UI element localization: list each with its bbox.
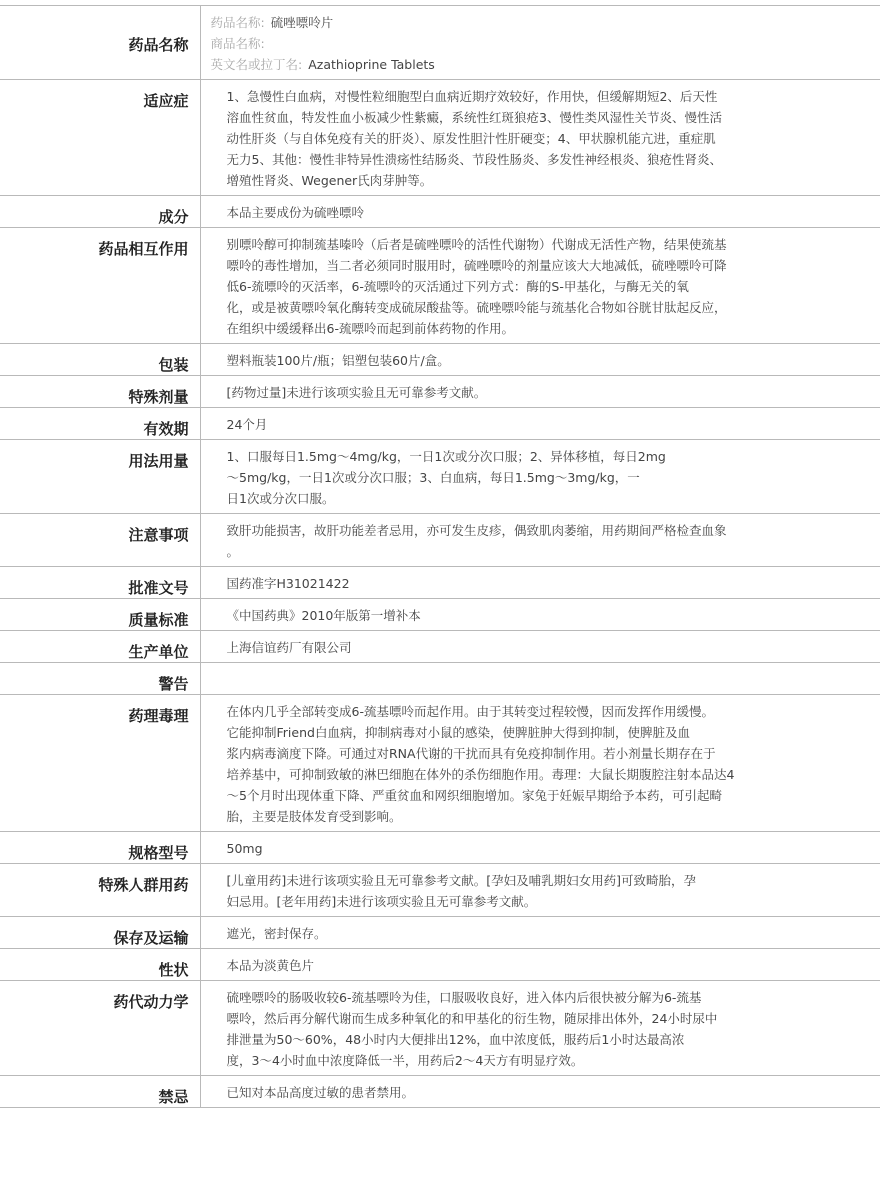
- row-label: 药品名称: [0, 6, 200, 80]
- row-value: 硫唑嘌呤的肠吸收较6-巯基嘌呤为佳，口服吸收良好，进入体内后很快被分解为6-巯基 嘌呤，然后再分解代谢而生成多种氧化的和甲基化的衍生物，随尿排出体外，24小时尿中 排泄量为50～60%，48小时内大便排出12%，血中浓度低，服药后1小时达最高浓 度，3～4小时血中浓度降低一半，用药后2～4天方有明显疗效。: [200, 981, 880, 1076]
- row-value: 1、急慢性白血病，对慢性粒细胞型白血病近期疗效较好，作用快，但缓解期短2、后天性 溶血性贫血，特发性血小板减少性紫癜，系统性红斑狼疮3、慢性类风湿性关节炎、慢性活 动性肝炎（与自体免疫有关的肝炎）、原发性胆汁性肝硬变；4、甲状腺机能亢进，重症肌 无力5、其他：慢性非特异性溃疡性结肠炎、节段性肠炎、多发性神经根炎、狼疮性肾炎、 增殖性肾炎、Wegener氏肉芽肿等。: [200, 80, 880, 196]
- row-value: 遮光，密封保存。: [200, 917, 880, 949]
- info-row: [0, 663, 880, 695]
- row-value: 别嘌呤醇可抑制巯基嗪呤（后者是硫唑嘌呤的活性代谢物）代谢成无活性产物，结果使巯基 嘌呤的毒性增加，当二者必须同时服用时，硫唑嘌呤的剂量应该大大地减低，硫唑嘌呤可降 低6-巯嘌呤的灭活率，6-巯嘌呤的灭活通过下列方式：酶的S-甲基化，与酶无关的氧 化，或是被黄嘌呤氧化酶转变成硫尿酸盐等。硫唑嘌呤能与巯基化合物如谷胱甘肽起反应， 在组织中缓缓释出6-巯嘌呤而起到前体药物的作用。: [200, 228, 880, 344]
- row-value: 国药准字H31021422: [200, 567, 880, 599]
- info-row: [0, 864, 880, 917]
- row-value: 塑料瓶装100片/瓶；铝塑包装60片/盒。: [200, 344, 880, 376]
- row-value: 致肝功能损害，故肝功能差者忌用，亦可发生皮疹，偶致肌肉萎缩，用药期间严格检查血象 。: [200, 514, 880, 567]
- row-value: 24个月: [200, 408, 880, 440]
- row-value: 《中国药典》2010年版第一增补本: [200, 599, 880, 631]
- info-row: [0, 440, 880, 514]
- info-row: [0, 695, 880, 832]
- row-label: 批准文号: [0, 567, 200, 599]
- row-value: [儿童用药]未进行该项实验且无可靠参考文献。[孕妇及哺乳期妇女用药]可致畸胎，孕 妇忌用。[老年用药]未进行该项实验且无可靠参考文献。: [200, 864, 880, 917]
- row-label: 用法用量: [0, 440, 200, 514]
- row-label: 质量标准: [0, 599, 200, 631]
- trade-name-line: [211, 33, 880, 54]
- row-label: 特殊人群用药: [0, 864, 200, 917]
- row-drug-names: [0, 6, 880, 80]
- row-label: 成分: [0, 196, 200, 228]
- english-name-line: [211, 54, 880, 75]
- row-value: 1、口服每日1.5mg～4mg/kg，一日1次或分次口服；2、异体移植，每日2mg ～5mg/kg，一日1次或分次口服；3、白血病，每日1.5mg～3mg/kg，一 日1次或分次口服。: [200, 440, 880, 514]
- row-value: 本品为淡黄色片: [200, 949, 880, 981]
- info-row: [0, 376, 880, 408]
- row-label: 药理毒理: [0, 695, 200, 832]
- row-label: 适应症: [0, 80, 200, 196]
- row-label: 特殊剂量: [0, 376, 200, 408]
- row-label: 禁忌: [0, 1076, 200, 1108]
- generic-name-key: 药品名称:: [210, 15, 265, 30]
- row-value: 50mg: [200, 832, 880, 864]
- row-label: 注意事项: [0, 514, 200, 567]
- info-row: [0, 631, 880, 663]
- row-value: 已知对本品高度过敏的患者禁用。: [200, 1076, 880, 1108]
- info-row: [0, 832, 880, 864]
- info-row: [0, 196, 880, 228]
- names-cell: [200, 6, 880, 80]
- info-row: [0, 514, 880, 567]
- trade-name-key: 商品名称:: [210, 36, 265, 51]
- row-label: 警告: [0, 663, 200, 695]
- row-value: [200, 663, 880, 695]
- row-label: 药代动力学: [0, 981, 200, 1076]
- row-value: 上海信谊药厂有限公司: [200, 631, 880, 663]
- info-row: [0, 599, 880, 631]
- info-row: [0, 949, 880, 981]
- drug-info-table: [0, 5, 880, 1108]
- row-label: 规格型号: [0, 832, 200, 864]
- english-name-key: 英文名或拉丁名:: [210, 57, 303, 72]
- row-label: 生产单位: [0, 631, 200, 663]
- row-label: 保存及运输: [0, 917, 200, 949]
- info-row: [0, 1076, 880, 1108]
- row-value: 在体内几乎全部转变成6-巯基嘌呤而起作用。由于其转变过程较慢，因而发挥作用缓慢。 它能抑制Friend白血病，抑制病毒对小鼠的感染，使脾脏肿大得到抑制，使脾脏及血 浆内病毒滴度下降。可通过对RNA代谢的干扰而具有免疫抑制作用。若小剂量长期存在于 培养基中，可抑制致敏的淋巴细胞在体外的杀伤细胞作用。毒理：大鼠长期腹腔注射本品达4 ～5个月时出现体重下降、严重贫血和网织细胞增加。家兔于妊娠早期给予本药，可引起畸 胎，主要是肢体发育受到影响。: [200, 695, 880, 832]
- generic-name-value: 硫唑嘌呤片: [270, 15, 334, 30]
- info-row: [0, 981, 880, 1076]
- row-label: 有效期: [0, 408, 200, 440]
- row-value: [药物过量]未进行该项实验且无可靠参考文献。: [200, 376, 880, 408]
- generic-name-line: [211, 12, 880, 33]
- row-value: 本品主要成份为硫唑嘌呤: [200, 196, 880, 228]
- row-label: 包装: [0, 344, 200, 376]
- info-row: [0, 228, 880, 344]
- info-row: [0, 408, 880, 440]
- row-label: 性状: [0, 949, 200, 981]
- drug-info-document: [0, 5, 880, 1108]
- english-name-value: Azathioprine Tablets: [308, 57, 435, 72]
- info-row: [0, 917, 880, 949]
- info-row: [0, 80, 880, 196]
- info-row: [0, 344, 880, 376]
- info-row: [0, 567, 880, 599]
- row-label: 药品相互作用: [0, 228, 200, 344]
